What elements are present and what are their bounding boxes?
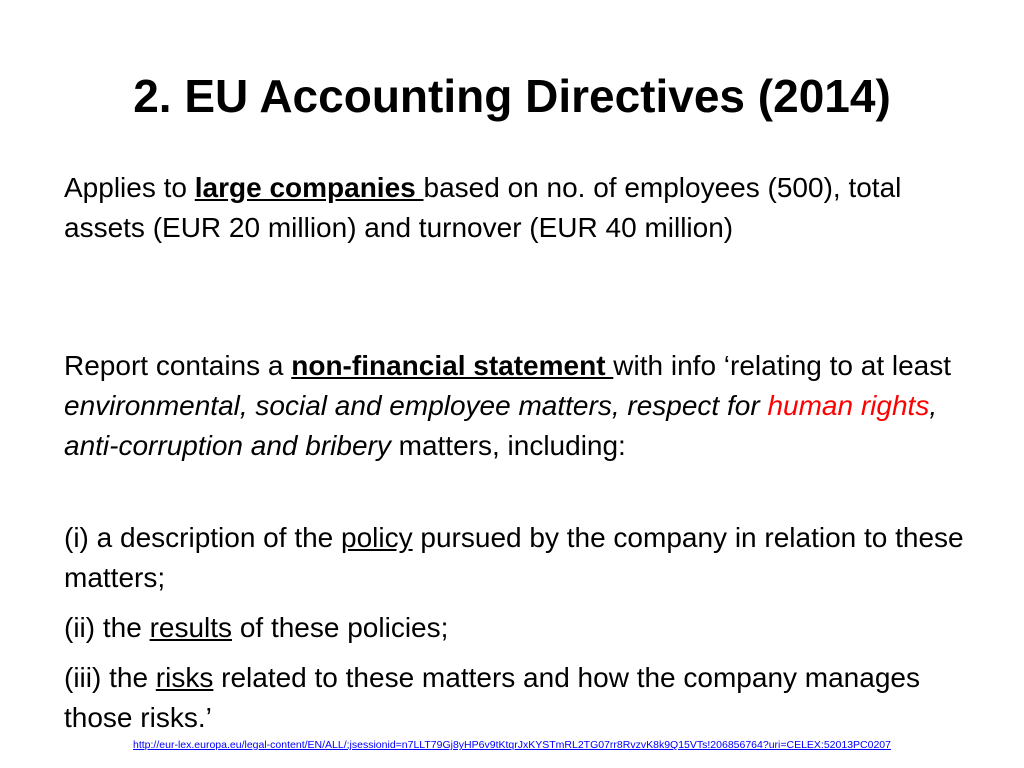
list-item-policy-lead: (i) a description of the <box>64 522 342 553</box>
policy-keyword: policy <box>341 522 413 553</box>
large-companies-emphasis: large companies <box>194 172 424 203</box>
list-item-results <box>64 608 964 648</box>
paragraph-report-rest: matters, including: <box>390 430 626 461</box>
matters-list-italic: environmental, social and employee matters, respect for <box>64 390 768 421</box>
paragraph-scope <box>64 168 964 248</box>
paragraph-report-mid: with info ‘relating to at least <box>613 350 952 381</box>
human-rights-highlight: human rights <box>767 390 930 421</box>
list-item-policy <box>64 518 964 598</box>
paragraph-report <box>64 346 964 466</box>
list-item-policy-rest: pursued by the company in relation to these matters; <box>64 522 964 593</box>
paragraph-report-lead: Report contains a <box>64 350 292 381</box>
list-item-results-lead: (ii) the <box>64 612 150 643</box>
source-link[interactable]: http://eur-lex.europa.eu/legal-content/EN/ALL/;jsessionid=n7LLT79Gj8yHP6v9tKtqrJxKYSTmRL2TG07rr8RvzvK8k9Q15VTs!206856764?uri=CELEX:52013PC0207 <box>133 739 891 751</box>
results-keyword: results <box>149 612 233 643</box>
paragraph-scope-rest: based on no. of employees (500), total assets (EUR 20 million) and turnover (EUR 40 million) <box>64 172 902 243</box>
paragraph-scope-lead: Applies to <box>64 172 195 203</box>
list-item-results-rest: of these policies; <box>232 612 449 643</box>
non-financial-statement-emphasis: non-financial statement <box>291 350 614 381</box>
list-item-risks-lead: (iii) the <box>64 662 156 693</box>
list-item-risks <box>64 658 964 738</box>
risks-keyword: risks <box>155 662 214 693</box>
list-item-risks-rest: related to these matters and how the company manages those risks.’ <box>64 662 920 733</box>
slide-title: 2. EU Accounting Directives (2014) <box>133 70 891 122</box>
anti-corruption-italic: , anti-corruption and bribery <box>64 390 938 461</box>
